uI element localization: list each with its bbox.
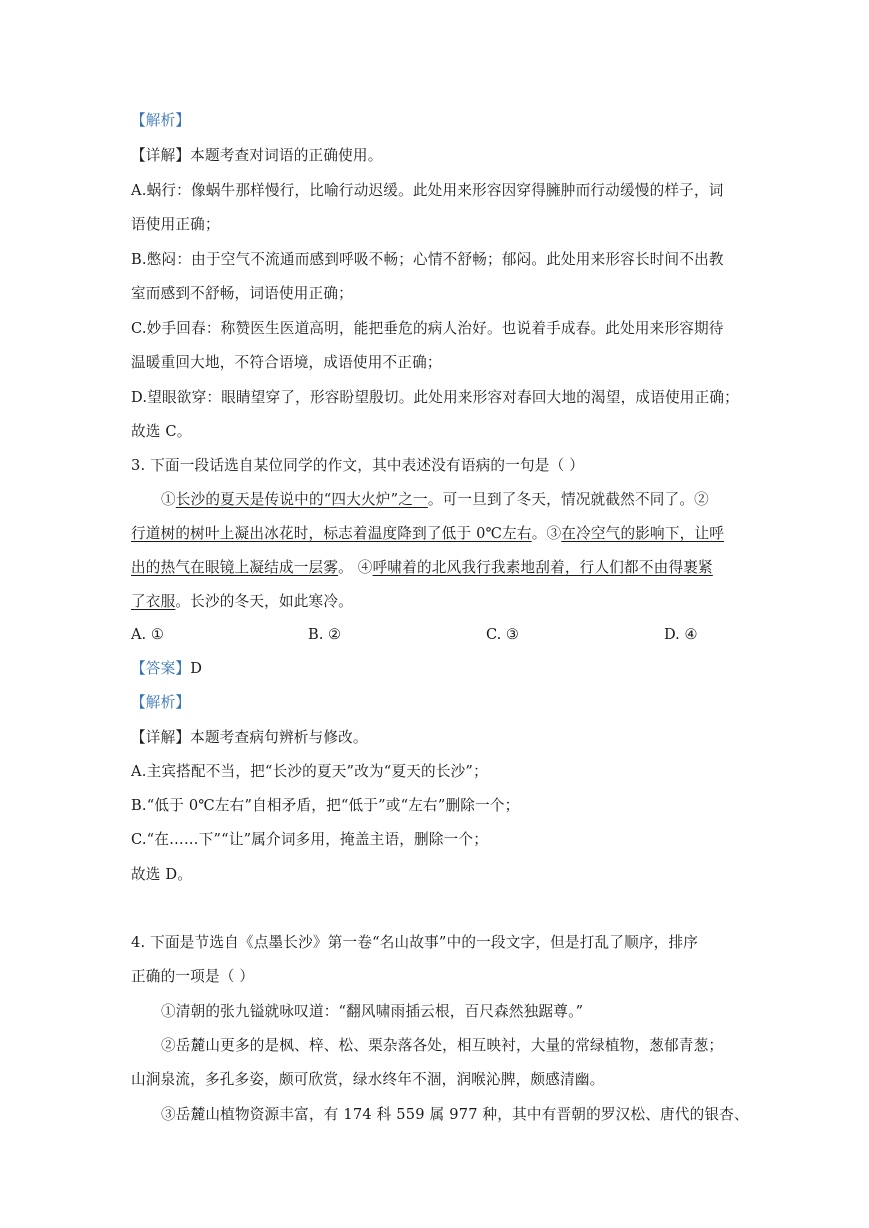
detail-line: 【详解】本题考查对词语的正确使用。 [131, 147, 383, 164]
passage-line-2 [131, 524, 724, 544]
option-d: D. ④ [664, 626, 698, 643]
underlined-sentence: 长沙的夏天是传说中的“四大火炉”之一 [175, 491, 428, 508]
option-b-explanation-cont: 室而感到不舒畅，词语使用正确； [131, 285, 353, 302]
question-4-stem-cont: 正确的一项是（ ） [131, 968, 255, 985]
option-a-explanation: A.主宾搭配不当，把“长沙的夏天”改为“夏天的长沙”； [131, 763, 488, 780]
answer-tag: 【答案】 [131, 660, 191, 677]
underlined-sentence: 行道树的树叶上凝出冰花时，标志着温度降到了低于 0℃左右 [131, 525, 532, 542]
option-b-explanation: B.憋闷：由于空气不流通而感到呼吸不畅；心情不舒畅；郁闷。此处用来形容长时间不出教 [131, 251, 724, 268]
passage-line-3 [131, 558, 713, 578]
option-a: A. ① [131, 626, 164, 643]
passage-text: 。 ④ [338, 559, 373, 576]
option-b-explanation: B.“低于 0℃左右”自相矛盾，把“低于”或“左右”删除一个； [131, 797, 520, 814]
underlined-sentence: 在冷空气的影响下，让呼 [561, 525, 725, 542]
passage-line-4 [131, 592, 353, 612]
underlined-sentence: 了衣服 [131, 593, 176, 610]
underlined-sentence: 出的热气在眼镜上凝结成一层雾 [131, 559, 339, 576]
analysis-tag: 【解析】 [131, 694, 191, 711]
passage-text: 。长沙的冬天，如此寒冷。 [175, 593, 353, 610]
answer-line [131, 659, 202, 679]
sentence-2: ②岳麓山更多的是枫、梓、松、栗杂落各处，相互映衬，大量的常绿植物，葱郁青葱； [161, 1037, 724, 1054]
passage-line-1 [161, 490, 709, 510]
option-b: B. ② [308, 626, 342, 643]
option-c: C. ③ [486, 626, 520, 643]
underlined-sentence: 呼啸着的北风我行我素地刮着，行人们都不由得裹紧 [372, 559, 713, 576]
option-a-explanation: A.蜗行：像蜗牛那样慢行，比喻行动迟缓。此处用来形容因穿得臃肿而行动缓慢的样子，词 [131, 182, 724, 199]
sentence-3: ③岳麓山植物资源丰富，有 174 科 559 属 977 种，其中有晋朝的罗汉松、唐代的银杏、 [161, 1106, 749, 1123]
sentence-mark: ① [161, 491, 176, 508]
analysis-tag: 【解析】 [131, 112, 191, 129]
sentence-1: ①清朝的张九镒就咏叹道：“翻风啸雨插云根，百尺森然独踞尊。” [161, 1003, 584, 1020]
answer-value: D [190, 660, 203, 677]
option-c-explanation: C.“在……下”“让”属介词多用，掩盖主语，删除一个； [131, 831, 488, 848]
passage-text: 。③ [531, 525, 562, 542]
sentence-2-cont: 山涧泉流，多孔多姿，颇可欣赏，绿水终年不涸，润喉沁脾，颇感清幽。 [131, 1071, 605, 1088]
option-c-explanation-cont: 温暖重回大地，不符合语境，成语使用不正确； [131, 354, 442, 371]
option-c-explanation: C.妙手回春：称赞医生医道高明，能把垂危的病人治好。也说着手成春。此处用来形容期待 [131, 320, 724, 337]
option-d-explanation: D.望眼欲穿：眼睛望穿了，形容盼望殷切。此处用来形容对春回大地的渴望，成语使用正确； [131, 389, 739, 406]
option-a-explanation-cont: 语使用正确； [131, 216, 220, 233]
conclusion: 故选 D。 [131, 866, 193, 883]
question-4-stem: 4. 下面是节选自《点墨长沙》第一卷“名山故事”中的一段文字，但是打乱了顺序，排序 [131, 934, 699, 951]
question-3-stem: 3. 下面一段话选自某位同学的作文，其中表述没有语病的一句是（ ） [131, 457, 585, 474]
passage-text: 。可一旦到了冬天，情况就截然不同了。② [427, 491, 709, 508]
detail-line: 【详解】本题考查病句辨析与修改。 [131, 729, 368, 746]
conclusion: 故选 C。 [131, 423, 192, 440]
